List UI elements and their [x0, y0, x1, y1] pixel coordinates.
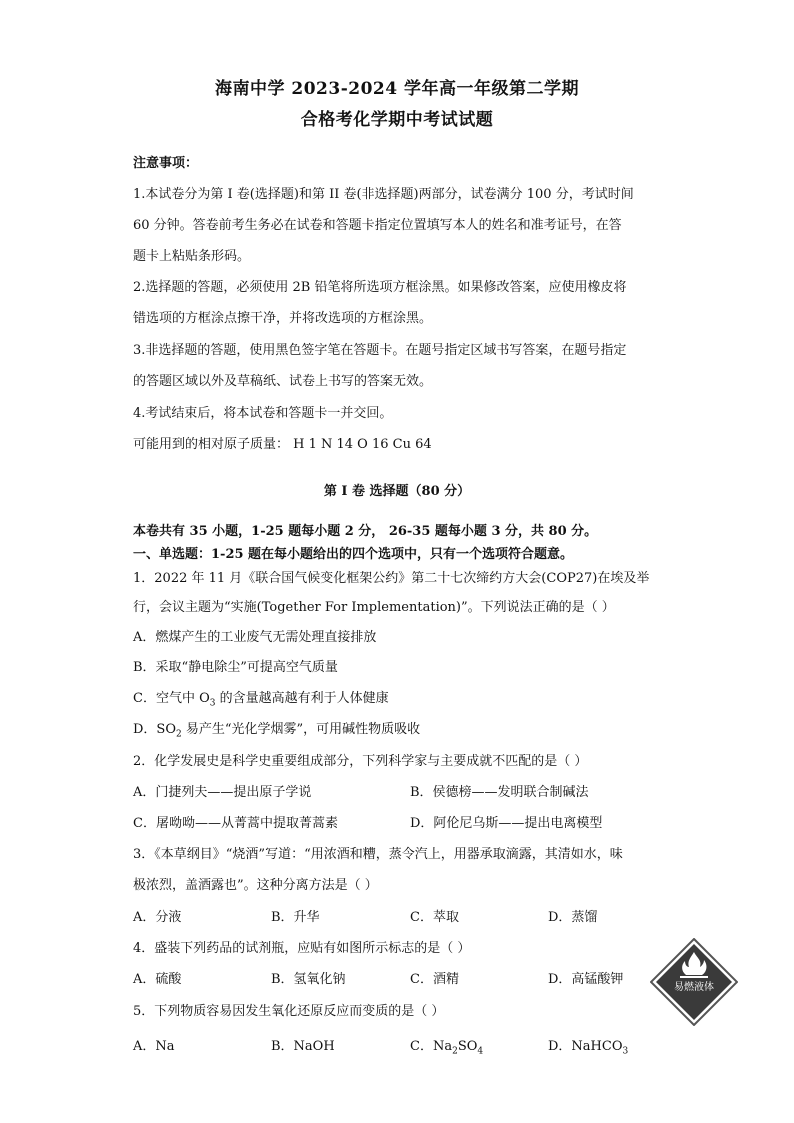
q3-option-b: B．升华 — [271, 910, 320, 925]
svg-text:易燃液体: 易燃液体 — [674, 982, 714, 993]
part-heading: 一、单选题：1-25 题在每小题给出的四个选项中，只有一个选项符合题意。 — [133, 547, 574, 562]
flammable-liquid-hazard-icon — [650, 938, 738, 1026]
q4-stem: 4．盛装下列药品的试剂瓶，应贴有如图所示标志的是（ ） — [133, 941, 471, 956]
q1-option-a: A．燃煤产生的工业废气无需处理直接排放 — [133, 630, 377, 645]
q4-option-d: D．高锰酸钾 — [548, 972, 624, 987]
q1-option-c: C．空气中 $O_3$ 的含量越高越有利于人体健康 — [133, 691, 389, 709]
flammable-liquid-sign — [650, 938, 738, 1026]
q5-stem: 5．下列物质容易因发生氧化还原反应而变质的是（ ） — [133, 1004, 445, 1019]
note-line-6: 3.非选择题的答题，使用黑色签字笔在答题卡。在题号指定区域书写答案，在题号指定 — [133, 343, 627, 358]
q2-option-d: D．阿伦尼乌斯——提出电离模型 — [410, 816, 603, 831]
q5-option-d: D．NaHCO$_3$ — [548, 1039, 629, 1057]
note-line-3: 题卡上粘贴条形码。 — [133, 249, 251, 264]
q2-option-b: B．侯德榜——发明联合制碱法 — [410, 785, 589, 800]
q1-stem-line1: 1．2022 年 11 月《联合国气候变化框架公约》第二十七次缔约方大会(COP27)在埃及举 — [133, 571, 650, 586]
section-title: 第 I 卷 选择题（80 分） — [323, 484, 471, 499]
q3-stem-line1: 3．《本草纲目》“烧酒”写道：“用浓酒和糟，蒸令汽上，用器承取滴露，其清如水，味 — [133, 847, 623, 862]
note-line-8: 4.考试结束后，将本试卷和答题卡一并交回。 — [133, 406, 393, 421]
note-line-2: 60 分钟。答卷前考生务必在试卷和答题卡指定位置填写本人的姓名和准考证号，在答 — [133, 218, 622, 233]
q1-option-b: B．采取“静电除尘”可提高空气质量 — [133, 660, 338, 675]
note-line-7: 的答题区域以外及草稿纸、试卷上书写的答案无效。 — [133, 374, 433, 389]
q5-option-b: B．NaOH — [271, 1039, 335, 1054]
q3-option-a: A．分液 — [133, 910, 182, 925]
q3-stem-line2: 极浓烈，盖酒露也”。这种分离方法是（ ） — [133, 878, 378, 893]
q1-option-d: D．$SO_2$ 易产生“光化学烟雾”，可用碱性物质吸收 — [133, 722, 421, 740]
q5-option-a: A．Na — [133, 1039, 175, 1054]
q4-option-b: B．氢氧化钠 — [271, 972, 346, 987]
note-line-4: 2.选择题的答题，必须使用 2B 铅笔将所选项方框涂黑。如果修改答案，应使用橡皮将 — [133, 280, 627, 295]
q4-option-a: A．硫酸 — [133, 972, 182, 987]
q3-option-d: D．蒸馏 — [548, 910, 598, 925]
atomic-mass-line: 可能用到的相对原子质量： H 1 N 14 O 16 Cu 64 — [133, 437, 432, 452]
q4-option-c: C．酒精 — [410, 972, 459, 987]
note-line-1: 1.本试卷分为第 I 卷(选择题)和第 II 卷(非选择题)两部分，试卷满分 100 分，考试时间 — [133, 187, 634, 202]
q3-option-c: C．萃取 — [410, 910, 459, 925]
q2-option-a: A．门捷列夫——提出原子学说 — [133, 785, 312, 800]
q2-option-c: C．屠呦呦——从菁蒿中提取菁蒿素 — [133, 816, 338, 831]
note-line-5: 错选项的方框涂点擦干净，并将改选项的方框涂黑。 — [133, 311, 433, 326]
q1-stem-line2: 行，会议主题为“实施(Together For Implementation)”。下列说法正确的是（ ） — [133, 600, 615, 615]
q5-option-c: C．$Na_2SO_4$ — [410, 1039, 484, 1057]
page-title-line1: 海南中学 2023-2024 学年高一年级第二学期 — [214, 79, 580, 99]
notes-heading: 注意事项： — [133, 156, 199, 171]
section-intro: 本卷共有 35 小题，1-25 题每小题 2 分， 26-35 题每小题 3 分，共 80 分。 — [133, 524, 598, 539]
page-title-line2: 合格考化学期中考试试题 — [300, 110, 494, 130]
q2-stem: 2．化学发展史是科学史重要组成部分，下列科学家与主要成就不匹配的是（ ） — [133, 754, 588, 769]
